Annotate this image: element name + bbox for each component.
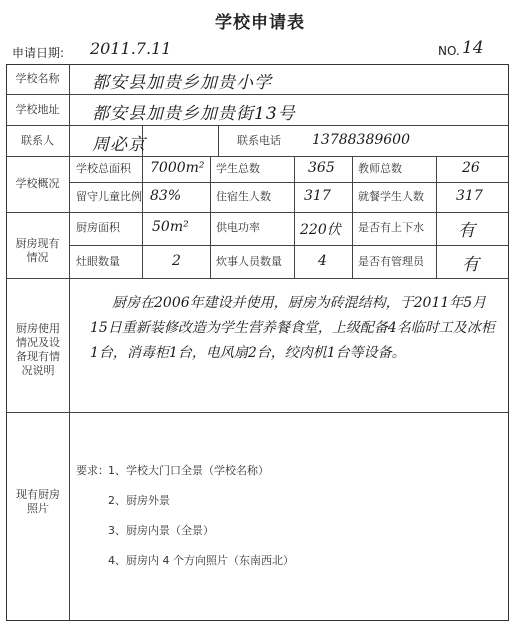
total-teachers-label: 教师总数 (358, 162, 402, 175)
application-date-value: 2011.7.11 (90, 39, 172, 58)
contact-label: 联系人 (21, 134, 54, 147)
water-supply-label: 是否有上下水 (358, 221, 424, 234)
row-divider (6, 125, 509, 126)
form-number-label: NO. (438, 44, 460, 58)
kitchen-area-value: 50m² (152, 219, 189, 235)
left-behind-ratio-label: 留守儿童比例 (76, 190, 142, 203)
photo-requirement-prefix: 要求： (76, 464, 109, 477)
usage-description: 厨房在2006年建设并使用，厨房为砖混结构，于2011年5月15日重新装修改造为学生营养餐食堂，上级配备4名临时工及冰柜1台，消毒柜1台，电风扇2台，绞肉机1台等设备。 (90, 295, 495, 361)
stove-count-label: 灶眼数量 (76, 255, 120, 268)
photo-requirement-item: 1、学校大门口全景（学校名称） (108, 464, 269, 477)
column-divider (210, 156, 211, 278)
photo-requirement-item: 4、厨房内 4 个方向照片（东南西北） (108, 554, 294, 567)
row-divider (69, 245, 509, 246)
column-divider (69, 64, 70, 621)
kitchen-section-label: 厨房现有情况 (15, 237, 60, 264)
column-divider (294, 156, 295, 278)
power-label: 供电功率 (216, 221, 260, 234)
column-divider (142, 156, 143, 278)
form-title: 学校申请表 (215, 13, 305, 33)
row-divider (6, 278, 509, 279)
column-divider (436, 156, 437, 278)
total-students-label: 学生总数 (216, 162, 260, 175)
total-teachers-value: 26 (462, 160, 480, 176)
school-area-label: 学校总面积 (76, 162, 131, 175)
school-address-value: 都安县加贵乡加贵街13号 (92, 104, 296, 124)
row-divider (6, 94, 509, 95)
contact-value: 周必京 (92, 135, 146, 155)
photos-section-label: 现有厨房照片 (16, 488, 60, 515)
phone-label: 联系电话 (237, 134, 281, 147)
cook-count-value: 4 (318, 253, 327, 269)
usage-section-label: 厨房使用情况及设备现有情况说明 (16, 322, 60, 377)
water-supply-value: 有 (458, 221, 476, 241)
left-behind-ratio-value: 83% (150, 188, 182, 204)
photo-requirement-item: 3、厨房内景（全景） (108, 524, 214, 537)
application-date-label: 申请日期: (12, 46, 65, 60)
column-divider (352, 156, 353, 278)
manager-value: 有 (462, 255, 480, 275)
form-number-value: 14 (462, 38, 484, 58)
photo-requirement-item: 2、厨房外景 (108, 494, 170, 507)
manager-label: 是否有管理员 (358, 255, 424, 268)
total-students-value: 365 (308, 160, 335, 176)
school-address-label: 学校地址 (15, 103, 60, 116)
cook-count-label: 炊事人员数量 (216, 255, 282, 268)
overview-section-label: 学校概况 (15, 177, 60, 190)
school-area-value: 7000m² (150, 160, 205, 176)
stove-count-value: 2 (172, 253, 181, 269)
dining-students-value: 317 (456, 188, 483, 204)
row-divider (6, 156, 509, 157)
phone-value: 13788389600 (312, 132, 410, 148)
boarding-students-label: 住宿生人数 (216, 190, 271, 203)
row-divider (6, 412, 509, 413)
dining-students-label: 就餐学生人数 (358, 190, 424, 203)
kitchen-area-label: 厨房面积 (76, 221, 120, 234)
school-name-label: 学校名称 (15, 72, 60, 85)
row-divider (69, 182, 509, 183)
power-value: 220伏 (300, 222, 341, 238)
row-divider (6, 212, 509, 213)
school-name-value: 都安县加贵乡加贵小学 (92, 73, 272, 93)
boarding-students-value: 317 (304, 188, 331, 204)
